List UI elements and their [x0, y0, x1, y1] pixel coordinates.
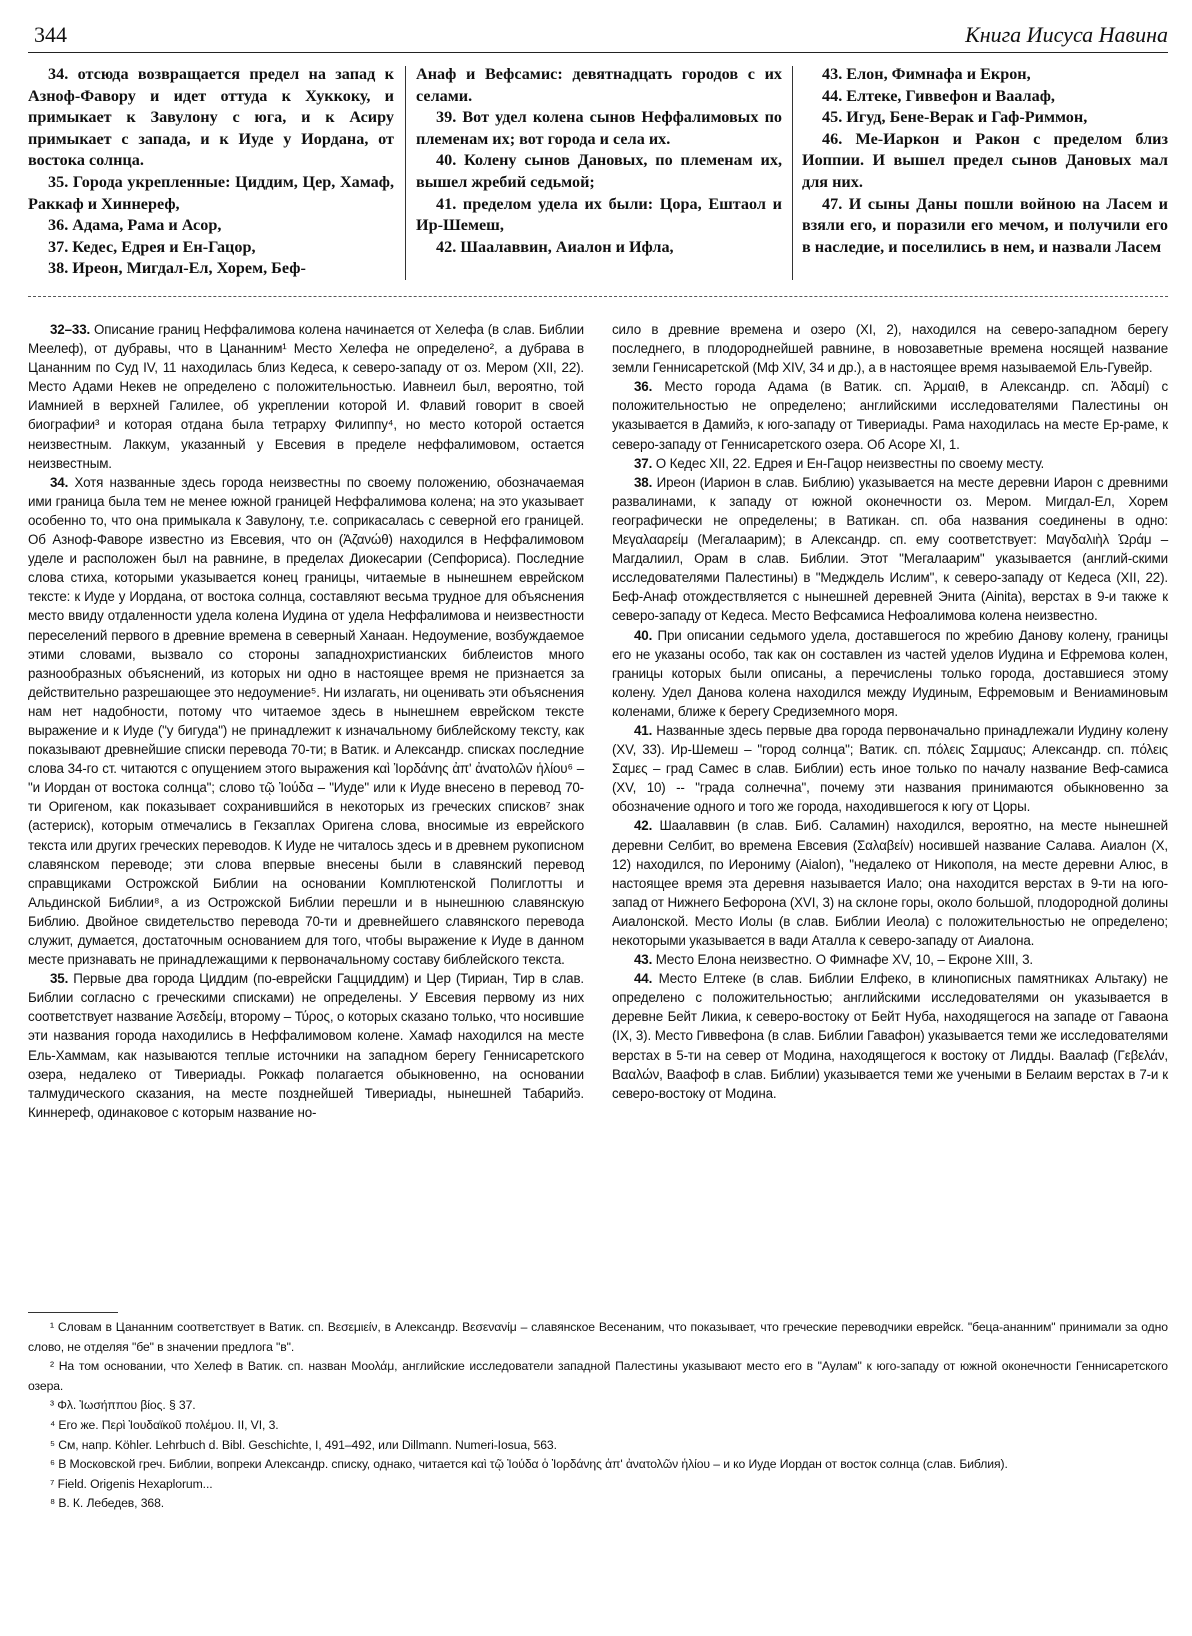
commentary-paragraph — [612, 721, 1168, 816]
scripture-text — [28, 64, 1168, 300]
verse-ref: 36. — [634, 379, 653, 395]
verse-ref: 35. — [50, 971, 69, 987]
footnote: ⁷ Field. Origenis Hexaplorum... — [50, 1476, 213, 1491]
commentary-text: Описание границ Неффалимова колена начинается от Хелефа (в слав. Библии Меелеф), от дубравы, что в Цананним¹ Место Хелефа не определено², а дубрава в Цананним по Суд IV, 11 находилась близ Кедеса, к северо-западу от оз. Мером (XII, 22). Место Адами Некев не определено с положительностью. Иавнеил был, вероятно, той Иамнией в верхней Галилее, об укреплении которой И. Флавий говорит в своей биографии³ и которая отдана была тетрарху Филиппу⁴, но место которой остается неизвестным. Лаккум, указанный у Евсевия в пределе неффалимовом, остается неизвестным. — [28, 322, 584, 471]
commentary-text: Место Елтеке (в слав. Библии Елфеко, в клинописных памятниках Альтаку) не определено с положительностью; английскими исследователями он указывается в деревне Бейт Ликиа, к северо-востоку от Бейт Нуба, находящегося на западе от Гаваона (IX, 3). Место Гиввефона (в слав. Библии Гавафон) указывается теми же исследователями верстах в 5-ти на север от Модина, находящегося к востоку от Лидды. Ваалаф (Γεβελάν, Βααλών, Ваафоф в слав. Библии) указывается теми же учеными в Белаим верстах в 7-и к северо-востоку от Модина. — [612, 971, 1168, 1101]
commentary-text: Названные здесь первые два города первоначально принадлежали Иудину колену (XV, 33). Ир-Шемеш – "город солнца"; Ватик. сп. πόλεις Σαμμαυς; Александр. сп. πόλεις Σαμες – град Самес в слав. Библии) есть иное только по началу название Веф-самиса (XV, 10) -- "града солнечна", почему эти названия принимаются обыкновенно за обозначение одного и того же города, находившегося к югу от Цоры. — [612, 722, 1168, 815]
verse-ref: 41. — [634, 722, 653, 738]
section-divider — [28, 296, 1168, 297]
footnote: ⁵ См, напр. Köhler. Lehrbuch d. Bibl. Geschichte, I, 491–492, или Dillmann. Numeri-Iosua, 563. — [50, 1437, 557, 1452]
commentary-paragraph — [28, 320, 584, 473]
footnote: ⁸ В. К. Лебедев, 368. — [50, 1496, 165, 1511]
verse-ref: 32–33. — [50, 322, 91, 337]
footnote: ⁶ В Московской греч. Библии, вопреки Александр. списку, однако, читается καὶ τῷ Ἰούδα ὁ Ἰορδάνης ἀπ' ἀνατολῶν ἡλίου – и ко Иуде Иордан от восток солнца (слав. Библия). — [50, 1457, 1008, 1472]
verse-ref: 42. — [634, 818, 653, 834]
verse: 39. Вот удел колена сынов Неффалимовых по племенам их; вот города и села их. — [416, 108, 782, 148]
page-number: 344 — [34, 22, 67, 47]
commentary-text: Первые два города Циддим (по-еврейски Гацциддим) и Цер (Тириан, Тир в слав. Библии согласно с греческими списками) не определены. У Евсевия первому из них соответствует название Ἀσεδείμ, второму – Τύρος, о которых сказано только, что носившие эти названия города находились в Неффалимовом колене. Хамаф находился на месте Ель-Хаммам, как называются теплые источники на западном берегу Геннисаретского озера, недалеко от Тивериады. Роккаф полагается обыкновенно, на основании талмудического сказания, на месте позднейшей Тивериады, нынешней Табарийэ. Киннереф, одинаковое с которым название но- — [28, 971, 584, 1120]
verse: 44. Елтеке, Гиввефон и Ваалаф, — [822, 86, 1055, 105]
verse-ref: 43. — [634, 952, 653, 968]
commentary-paragraph — [612, 969, 1168, 1103]
footnote: ⁴ Его же. Περὶ Ἰουδαϊκοῦ πολέμου. II, VI, 3. — [50, 1417, 279, 1432]
running-title: Книга Иисуса Навина — [965, 22, 1168, 47]
column-divider — [792, 66, 793, 280]
verse: 40. Колену сынов Дановых, по племенам их, вышел жребий седьмой; — [416, 151, 782, 191]
verse: 38. Иреон, Мигдал-Ел, Хорем, Беф- — [48, 259, 306, 278]
verse: 37. Кедес, Едрея и Ен-Гацор, — [48, 237, 256, 256]
verse-ref: 40. — [634, 627, 653, 643]
commentary-text: Место города Адама (в Ватик. сп. Ἀρμαιθ, в Александр. сп. Ἀδαμί) с положительностью не определено; английскими исследователями Палестины он указывается в Дамийэ, к юго-западу от Тивериады. Рама находилась на месте Ер-раме, к северо-западу от Геннисаретского озера. Об Асоре XI, 1. — [612, 379, 1169, 452]
verse: 35. Города укрепленные: Циддим, Цер, Хамаф, Раккаф и Хиннереф, — [28, 172, 394, 213]
commentary-text: Хотя названные здесь города неизвестны по своему положению, обозначаемая ими граница была тем не менее южной границей Неффалимова колена; на это указывает особенно то, что она примыкала к Завулону, т.е. соприкасалась с северной его границей. Об Азноф-Фаворе известно из Евсевия, что он (Ἀζανώθ) находился в Неффалимовом уделе и расположен был на равнине, в пределах Диокесарии (Сепфориса). Последние слова стиха, которыми указывается конец границы, читаемые в нынешнем еврейском тексте: к Иуде у Иордана, от востока солнца, составляют весьма трудное для объяснения место ввиду отдаленности удела колена Иудина от удела Неффалимова и неизвестности переселений первого в древние времена в северный Ханаан. Недоумение, возбуждаемое этими словами, вызвало со стороны западнохристианских библеистов много разнообразных объяснений, из которых ни одно в настоящее время не признается за действительно разрешающее это недоумение⁵. Ни излагать, ни оценивать эти объяснения нам нет надобности, потому что читаемое здесь в нынешнем еврейском тексте выражение и к Иуде ("у бигуда") не принадлежит к изначальному библейскому тексту, как показывают древнейшие списки перевода 70-ти; в Ватик. и Александр. списках последние слова 34-го ст. читаются с опущением этого выражения καὶ Ἰορδάνης ἀπ' ἀνατολῶν ἡλίου⁶ – "и Иордан от востока солнца"; слово τῷ Ἰούδα – "Иуде" или к Иуде внесено в перевод 70-ти Оригеном, как показывает сохранившийся в некоторых из греческих списков⁷ знак (астериск), которым отмечались в Гекзаплах Оригена слова, вносимые из еврейского текста или других греческих переводов. К Иуде не читалось здесь и в древнем рукописном славянском переводе; эти слова впервые внесены были в славянский перевод справщиками Острожской Библии на основании Комплютенской Полиглотты и Альдинской Библии⁸, а из Острожской Библии перешли и в нынешнюю славянскую Библию. Двойное свидетельство перевода 70-ти и древнейшего славянского перевода служит, думается, достаточным основанием для того, чтобы выражение к Иуде в данном месте признавать не принадлежащими к первоначальному составу библейского текста. — [28, 474, 584, 968]
commentary-column-left — [28, 320, 584, 1122]
commentary-text: Место Елона неизвестно. О Фимнафе XV, 10, – Екроне XIII, 3. — [655, 952, 1033, 968]
page-header — [28, 22, 1168, 53]
commentary-paragraph — [612, 816, 1168, 950]
commentary-text: Ирeон (Иарион в слав. Библию) указывается на месте деревни Иарон с древними развалинами, к западу от южной оконечности оз. Мером. Мигдал-Ел, Хорем географически не определены; в Ватикан. сп. оба названия соединены в одно: Μεγαλααρείμ (Мегалаарим); в Александр. сп. ему соответствует: Μαγδαλιὴλ Ὡράμ – Магдалиил, Орам в слав. Библии. Этот "Мегалаарим" указывается (англий-скими исследователями Палестины) в "Медждель Ислим", к северо-западу от Кедеса (XII, 22). Беф-Анаф отождествляется с нынешней деревней Энита (Ainita), верстах в 9-и также к северо-западу от Кедеса. Место Вефсамиса Нефоалимова колена неизвестно. — [612, 474, 1169, 624]
footnote-divider — [28, 1312, 118, 1313]
verse: 42. Шаалаввин, Аиалон и Ифла, — [436, 237, 674, 256]
commentary-paragraph — [612, 950, 1168, 969]
verse: 36. Адама, Рама и Асор, — [48, 216, 222, 235]
footnote: ¹ Словам в Цананним соответствует в Ватик. сп. Βεσεμιείν, в Александр. Βεσενανίμ – славянское Весенаним, что показывает, что греческие переводчики еврейск. "беца-ананним" принимали за одно слово, не отделяя "бе" в значении предлога "в". — [28, 1320, 1168, 1354]
commentary-paragraph — [612, 454, 1168, 473]
verse-ref: 44. — [634, 971, 653, 987]
footnotes — [28, 1318, 1168, 1514]
footnote: ² На том основании, что Хелеф в Ватик. сп. назван Μοολάμ, английские исследователи западной Палестины указывают место его в "Аулам" к юго-западу от южной оконечности Геннисаретского озера. — [28, 1359, 1168, 1393]
footnote: ³ Φλ. Ἰωσήππου βίος. § 37. — [50, 1398, 196, 1413]
commentary-paragraph — [28, 969, 584, 1122]
scripture-column-2 — [416, 64, 782, 258]
commentary-paragraph — [28, 473, 584, 969]
scripture-column-3 — [802, 64, 1168, 258]
commentary-paragraph — [612, 473, 1168, 626]
verse: 43. Елон, Фимнафа и Екрон, — [822, 65, 1031, 83]
verse: 34. отсюда возвращается предел на запад к Азноф-Фавору и идет оттуда к Хуккоку, и примыкает к Завулону с юга, и к Асиру примыкает с запада, и к Иуде у Иордана, от востока солнца. — [28, 65, 394, 170]
commentary-paragraph — [612, 320, 1168, 377]
verse: 46. Ме-Иаркон и Ракон с пределом близ Иоппии. И вышел предел сынов Дановых мал для них. — [802, 129, 1168, 191]
commentary-paragraph — [612, 377, 1168, 453]
column-divider — [405, 66, 406, 280]
commentary — [28, 320, 1168, 1280]
verse-ref: 37. — [634, 455, 653, 471]
verse: 47. И сыны Даны пошли войною на Ласем и взяли его, и поразили его мечом, и получили его в наследие, и поселились в нем, и назвали Ласем — [802, 194, 1168, 256]
scripture-column-1 — [28, 64, 394, 280]
commentary-text: При описании седьмого удела, доставшегося по жребию Данову колену, границы его не указаны особо, так как он составлен из частей уделов Иудина и Ефремова колен, границы которых были описаны, а перечислены только города, доставшиеся этому колену. Удел Данова колена находился между Иудиным, Ефремовым и Вениаминовым коленами, ближе к берегу Средиземного моря. — [612, 627, 1169, 719]
commentary-paragraph — [612, 626, 1168, 721]
commentary-text: Шаалаввин (в слав. Биб. Саламин) находился, вероятно, на месте нынешней деревни Селбит, во времена Евсевия (Σαλαβείν) носившей название Салава. Аиалон (X, 12) находился, по Иерониму (Aialon), "недалеко от Никополя, на месте деревни Алюс, в настоящее время эта деревня называется Иало; она находится верстах в 9-ти на юго-запад от Нижнего Бефорона (XVI, 3) на склоне горы, около большой, плодородной долины Аиалонской. Место Иолы (в слав. Библии Иеола) с положительностью не определено; некоторыми указывается в вади Аталла к северо-западу от Аиалона. — [612, 818, 1168, 948]
verse: 45. Игуд, Бене-Верак и Гаф-Риммон, — [822, 108, 1088, 127]
verse-ref: 38. — [634, 474, 653, 490]
commentary-text: сило в древние времена и озеро (XI, 2), находился на северо-западном берегу последнего, в плодороднейшей равнине, в новозаветные времена носящей название земли Геннисаретской (Мф XIV, 34 и др.), а в настоящее время называемой Ель-Гувейр. — [612, 322, 1168, 376]
commentary-column-right — [612, 320, 1168, 1103]
verse: Анаф и Вефсамис: девятнадцать городов с их селами. — [416, 65, 782, 105]
commentary-text: О Кедес XII, 22. Едрея и Ен-Гацор неизвестны по своему месту. — [655, 455, 1045, 471]
verse: 41. пределом удела их были: Цора, Ештаол и Ир-Шемеш, — [416, 194, 782, 235]
verse-ref: 34. — [50, 474, 69, 490]
